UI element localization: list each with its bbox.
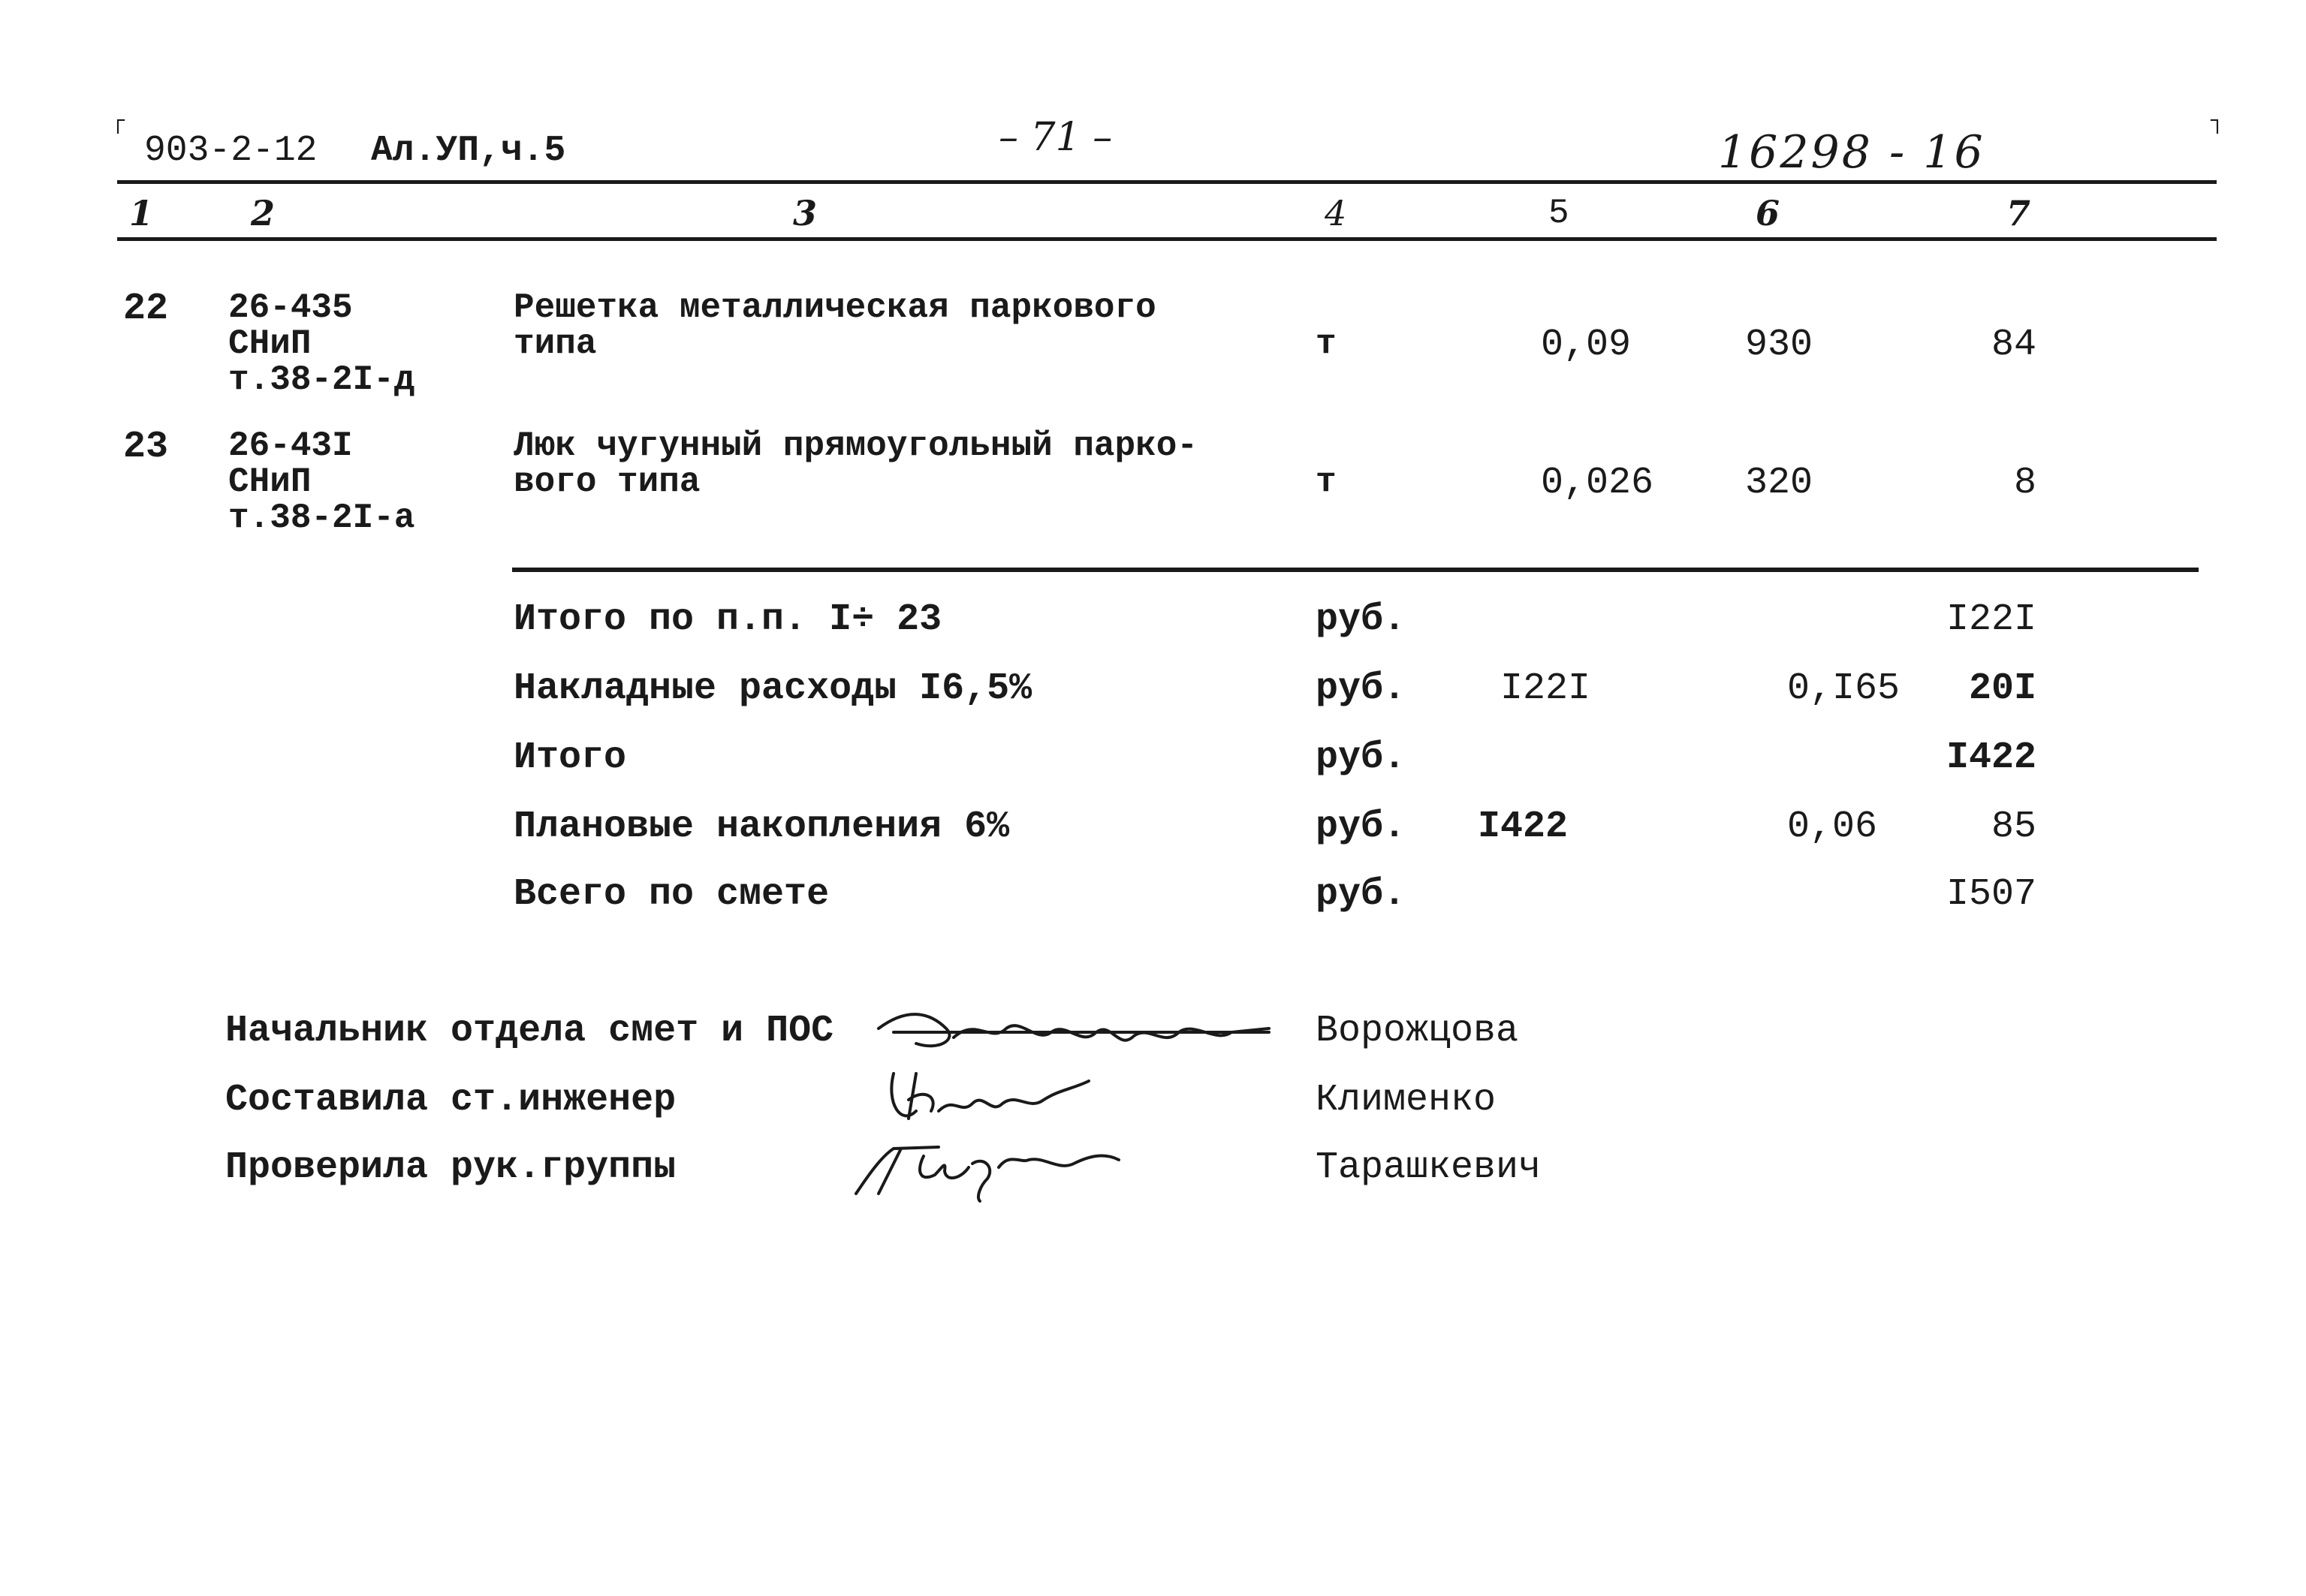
summary-unit: руб.: [1316, 736, 1406, 779]
description-line: вого типа: [514, 462, 701, 501]
signature-role: Составила ст.инженер: [225, 1079, 677, 1122]
summary-total: I422: [1946, 736, 2036, 779]
album-reference: Ал.УП,ч.5: [371, 131, 566, 171]
reference-line: СНиП: [228, 324, 312, 363]
summary-total: I22I: [1946, 598, 2036, 641]
item-reference: [228, 290, 414, 398]
reference-line: СНиП: [228, 462, 312, 501]
signature-role: Проверила рук.группы: [225, 1146, 677, 1189]
item-quantity: 0,09: [1541, 324, 1632, 366]
description-line: типа: [514, 324, 597, 363]
item-description: [514, 428, 1198, 500]
item-number: 23: [123, 426, 169, 468]
corner-mark-left: ┌: [111, 109, 125, 134]
summary-unit: руб.: [1316, 598, 1406, 641]
column-number-2: 2: [251, 193, 276, 233]
column-number-1: 1: [129, 193, 154, 233]
signature-role: Начальник отдела смет и ПОС: [225, 1010, 834, 1052]
corner-mark-right: ┐: [2211, 109, 2225, 134]
column-number-4: 4: [1325, 193, 1347, 233]
item-unit-price: 320: [1745, 462, 1813, 504]
reference-line: 26-435: [228, 288, 353, 327]
summary-label: Итого по п.п. I÷ 23: [514, 598, 942, 641]
summary-rate: 0,I65: [1787, 667, 1901, 710]
header-rule: [117, 237, 2217, 241]
summary-total: 85: [1991, 806, 2036, 848]
page-number: – 71 –: [999, 115, 1113, 160]
item-total: 84: [1991, 324, 2036, 366]
summary-total: I507: [1946, 873, 2036, 916]
signature-handwritten: [849, 1126, 1134, 1209]
description-line: Люк чугунный прямоугольный парко-: [514, 426, 1198, 465]
item-unit-price: 930: [1745, 324, 1813, 366]
summary-unit: руб.: [1316, 667, 1406, 710]
item-quantity: 0,026: [1541, 462, 1654, 504]
column-number-3: 3: [793, 193, 818, 233]
summary-rule: [512, 568, 2199, 572]
reference-line: т.38-2I-а: [228, 498, 415, 538]
summary-total: 20I: [1968, 667, 2036, 710]
reference-line: т.38-2I-д: [228, 360, 415, 399]
description-line: Решетка металлическая паркового: [514, 288, 1156, 327]
summary-label: Плановые накопления 6%: [514, 806, 1010, 848]
reference-line: 26-43I: [228, 426, 353, 465]
item-description: [514, 290, 1156, 362]
item-unit: т: [1316, 324, 1337, 363]
item-total: 8: [2013, 462, 2036, 504]
item-reference: [228, 428, 414, 536]
column-number-5: 5: [1548, 194, 1569, 233]
column-number-7: 7: [2006, 193, 2031, 233]
summary-label: Накладные расходы I6,5%: [514, 667, 1032, 710]
summary-label: Итого: [514, 736, 627, 779]
top-rule: [117, 180, 2217, 184]
item-unit: т: [1316, 462, 1337, 501]
signature-name: Ворожцова: [1316, 1010, 1519, 1052]
signature-handwritten: [864, 991, 1284, 1066]
item-number: 22: [123, 288, 169, 330]
summary-base: I422: [1478, 806, 1569, 848]
document-number: 16298 - 16: [1718, 126, 1985, 179]
signature-name: Тарашкевич: [1316, 1146, 1542, 1189]
column-number-6: 6: [1756, 193, 1780, 233]
signature-name: Клименко: [1316, 1079, 1497, 1122]
summary-unit: руб.: [1316, 806, 1406, 848]
summary-label: Всего по смете: [514, 873, 830, 916]
summary-unit: руб.: [1316, 873, 1406, 916]
summary-base: I22I: [1500, 667, 1591, 710]
summary-rate: 0,06: [1787, 806, 1878, 848]
document-code: 903-2-12: [144, 131, 318, 171]
